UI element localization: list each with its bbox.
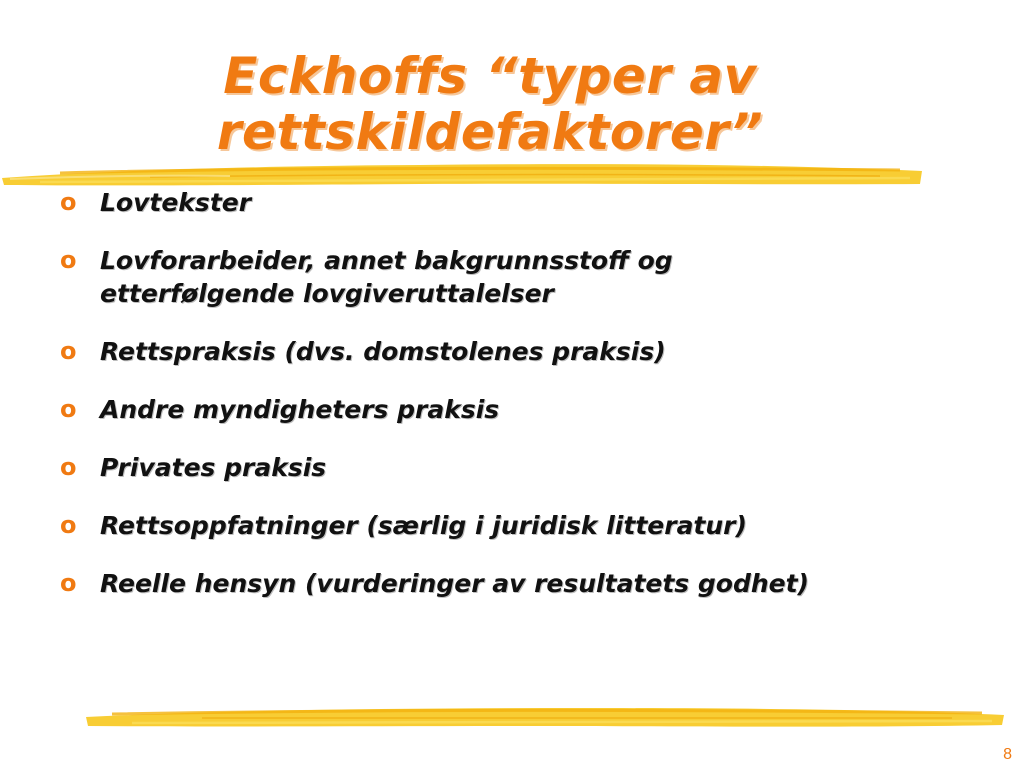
bullet-text-line-2: etterfølgende lovgiveruttalelser — [100, 279, 554, 308]
slide-title — [120, 48, 860, 160]
title-line-1: Eckhoffs “typer av — [223, 46, 757, 105]
bullet-text: Rettsoppfatninger (særlig i juridisk litteratur) — [100, 511, 747, 540]
bullet-item-lovforarbeider — [60, 244, 960, 310]
bullet-item-privates-praksis — [60, 451, 960, 484]
bullet-marker: o — [60, 395, 77, 423]
bullet-text: Reelle hensyn (vurderinger av resultatets godhet) — [100, 569, 809, 598]
bullet-marker: o — [60, 569, 77, 597]
bullet-text: Rettspraksis (dvs. domstolenes praksis) — [100, 337, 666, 366]
bullet-marker: o — [60, 511, 77, 539]
bullet-text: Lovtekster — [100, 188, 252, 217]
bullet-marker: o — [60, 246, 77, 274]
bullet-text: Privates praksis — [100, 453, 327, 482]
title-line-2: rettskildefaktorer” — [216, 102, 764, 161]
bullet-item-andre-myndigheter — [60, 393, 960, 426]
bullet-marker: o — [60, 337, 77, 365]
bullet-marker: o — [60, 188, 77, 216]
bullet-marker: o — [60, 453, 77, 481]
bullet-item-rettsoppfatninger — [60, 509, 960, 542]
bullet-text: Andre myndigheters praksis — [100, 395, 500, 424]
page-number: 8 — [1003, 746, 1012, 763]
brush-stroke-divider-bottom — [82, 700, 1007, 734]
bullet-item-lovtekster — [60, 186, 960, 219]
bullet-list — [60, 186, 960, 600]
bullet-text-line-1: Lovforarbeider, annet bakgrunnsstoff og — [100, 246, 673, 275]
bullet-item-rettspraksis — [60, 335, 960, 368]
bullet-item-reelle-hensyn — [60, 567, 960, 600]
